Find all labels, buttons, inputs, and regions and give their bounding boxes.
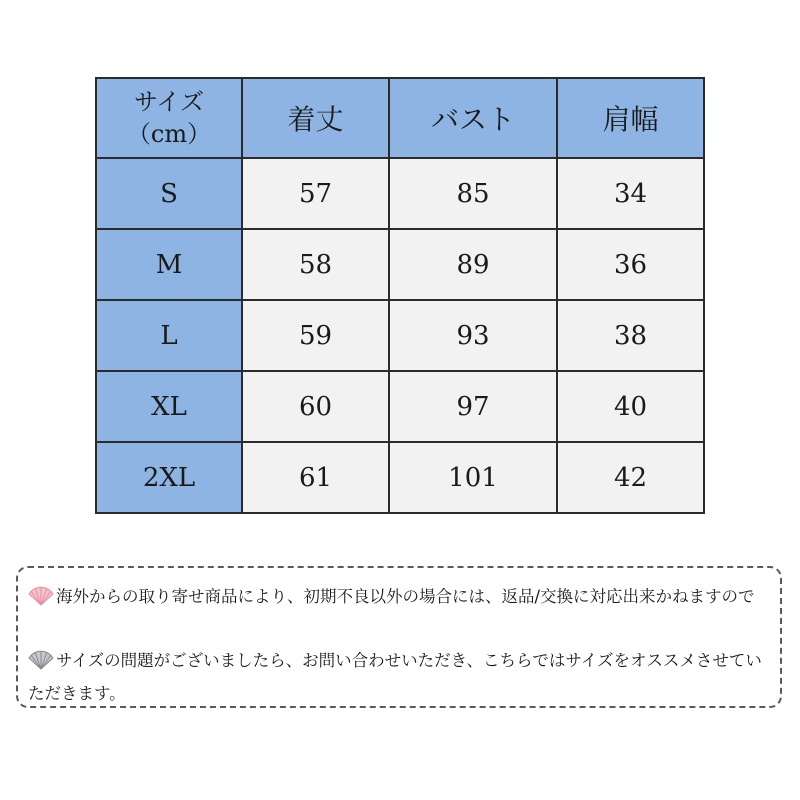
shoulder-cell: 34 xyxy=(557,158,704,229)
size-label: 2XL xyxy=(96,442,242,513)
header-length: 着丈 xyxy=(242,78,389,158)
table-row xyxy=(96,442,704,513)
bust-cell: 85 xyxy=(389,158,557,229)
header-size-cm xyxy=(96,78,242,158)
size-label: S xyxy=(96,158,242,229)
bust-cell: 93 xyxy=(389,300,557,371)
size-chart-table xyxy=(95,77,705,514)
size-label: XL xyxy=(96,371,242,442)
bust-cell: 97 xyxy=(389,371,557,442)
table-row xyxy=(96,300,704,371)
bust-cell: 101 xyxy=(389,442,557,513)
header-row xyxy=(96,78,704,158)
table-row xyxy=(96,229,704,300)
table-row xyxy=(96,158,704,229)
size-advice-note xyxy=(28,646,774,708)
size-advice-text: サイズの問題がございましたら、お問い合わせいただき、こちらではサイズをオススメさせていただきます。 xyxy=(28,651,762,703)
length-cell: 60 xyxy=(242,371,389,442)
return-policy-note xyxy=(28,582,774,615)
table-row xyxy=(96,371,704,442)
shoulder-cell: 42 xyxy=(557,442,704,513)
shoulder-cell: 36 xyxy=(557,229,704,300)
size-label: M xyxy=(96,229,242,300)
header-unit-label: （cm） xyxy=(126,120,212,148)
pink-folding-fan-icon xyxy=(28,586,54,615)
return-policy-text: 海外からの取り寄せ商品により、初期不良以外の場合には、返品/交換に対応出来かねますので xyxy=(56,587,755,606)
shoulder-cell: 38 xyxy=(557,300,704,371)
header-bust: バスト xyxy=(389,78,557,158)
header-size-label: サイズ xyxy=(133,87,205,116)
header-shoulder-width: 肩幅 xyxy=(557,78,704,158)
length-cell: 57 xyxy=(242,158,389,229)
length-cell: 58 xyxy=(242,229,389,300)
size-label: L xyxy=(96,300,242,371)
length-cell: 59 xyxy=(242,300,389,371)
bust-cell: 89 xyxy=(389,229,557,300)
shoulder-cell: 40 xyxy=(557,371,704,442)
notice-box xyxy=(16,566,782,708)
gray-folding-fan-icon xyxy=(28,650,54,679)
length-cell: 61 xyxy=(242,442,389,513)
